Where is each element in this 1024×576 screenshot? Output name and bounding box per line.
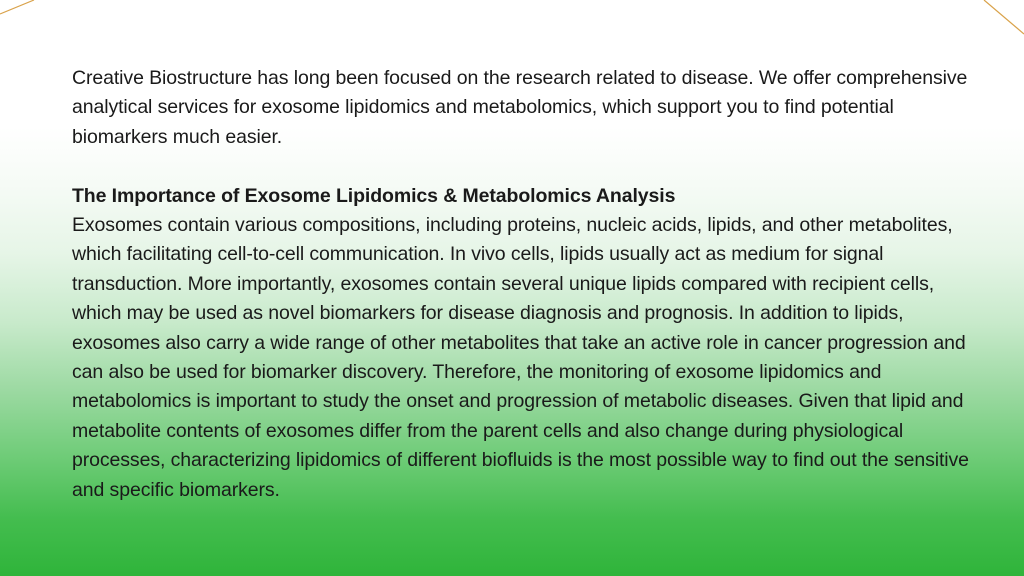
slide-content xyxy=(72,64,982,505)
section-heading: The Importance of Exosome Lipidomics & Metabolomics Analysis xyxy=(72,184,676,207)
corner-decoration-left xyxy=(0,0,44,40)
corner-decoration-right xyxy=(980,0,1024,40)
section-body-paragraph: Exosomes contain various compositions, including proteins, nucleic acids, lipids, and other metabolites, which facilitating cell-to-cell communication. In vivo cells, lipids usually act as medium for signal transduction. More importantly, exosomes contain several unique lipids compared with recipient cells, which may be used as novel biomarkers for disease diagnosis and prognosis. In addition to lipids, exosomes also carry a wide range of other metabolites that take an active role in cancer progression and can also be used for biomarker discovery. Therefore, the monitoring of exosome lipidomics and metabolomics is important to study the onset and progression of metabolic diseases. Given that lipid and metabolite contents of exosomes differ from the parent cells and also change during physiological processes, characterizing lipidomics of different biofluids is the most possible way to find out the sensitive and specific biomarkers. xyxy=(72,214,969,501)
paragraph-spacer xyxy=(72,152,982,181)
intro-paragraph: Creative Biostructure has long been focused on the research related to disease. We offer comprehensive analytical services for exosome lipidomics and metabolomics, which support you to find potential biomarkers much easier. xyxy=(72,67,968,148)
